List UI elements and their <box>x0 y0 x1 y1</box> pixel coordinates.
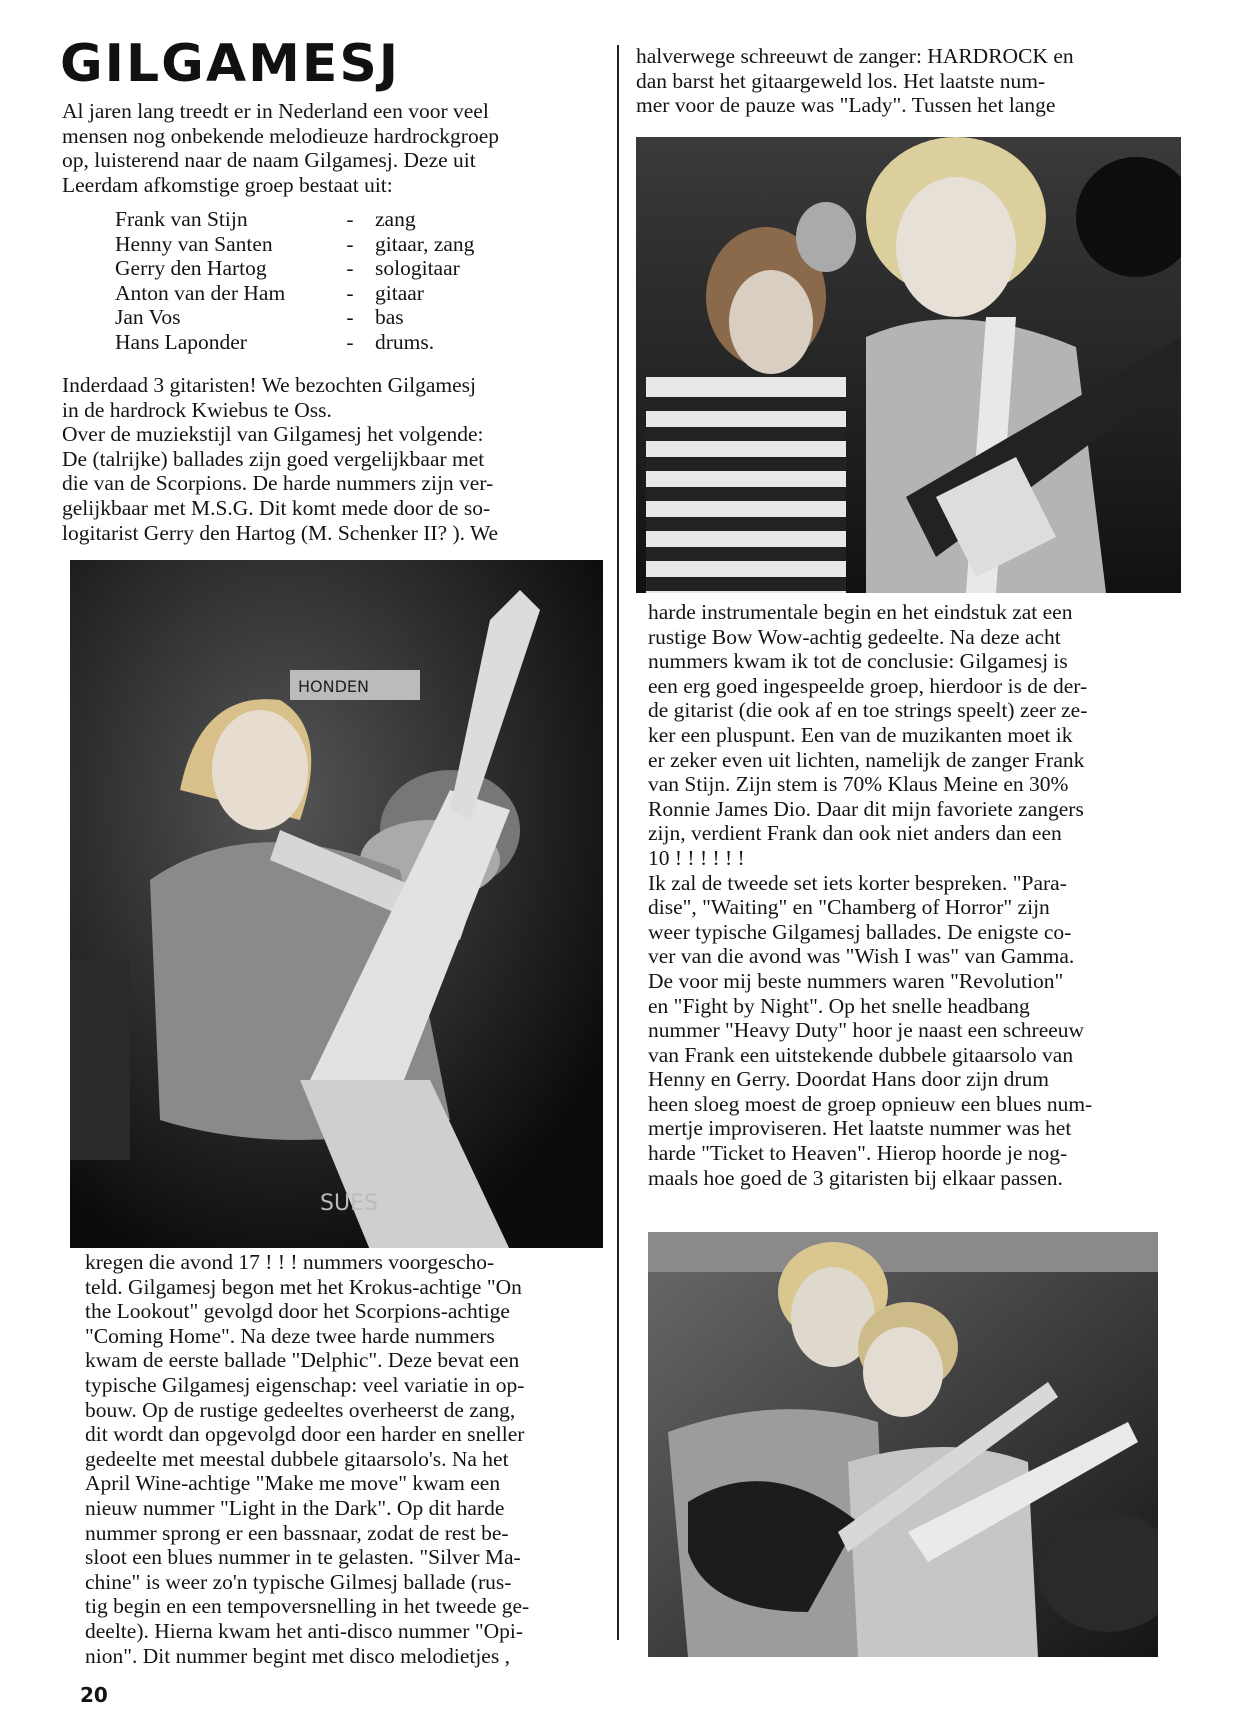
dash: - <box>346 305 354 330</box>
review-right-column: harde instrumentale begin en het eindstuk zat een rustige Bow Wow-achtig gedeelte. Na deze acht nummers kwam ik tot de conclusie: Gilgamesj is een erg goed ingespeelde groep, hierdoor is de der- de gitarist (die ook af en toe strings speelt) zeer ze- ker een pluspunt. Een van de muzikanten moet ik er zeker even uit lichten, namelijk de zanger Frank van Stijn. Zijn stem is 70% Klaus Meine en 30% Ronnie James Dio. Daar dit mijn favoriete zangers zijn, verdient Frank dan ook niet anders dan een 10 ! ! ! ! ! ! Ik zal de tweede set iets korter bespreken. "Para- dise", "Waiting" en "Chamberg of Horror" zijn weer typische Gilgamesj ballades. De enigste co- ver van die avond was "Wish I was" van Gamma. De voor mij beste nummers waren "Revolution" en "Fight by Night". Op het snelle headbang nummer "Heavy Duty" hoor je naast een schreeuw van Frank een uitstekende dubbele gitaarsolo van Henny en Gerry. Doordat Hans door zijn drum heen sloeg moest de groep opnieuw een blues num- mertje improviseren. Het laatste nummer was het harde "Ticket to Heaven". Hierop hoorde je nog- maals hoe goed de 3 gitaristen bij elkaar passen. <box>648 600 1093 1190</box>
photo-sign-top: HONDEN <box>298 677 369 696</box>
review-left-column: kregen die avond 17 ! ! ! nummers voorgescho- teld. Gilgamesj begon met het Krokus-achtige "On the Lookout" gevolgd door het Scorpions-achtige "Coming Home". Na deze twee harde nummers kwam de eerste ballade "Delphic". Deze bevat een typische Gilgamesj eigenschap: veel variatie in op- bouw. Op de rustige gedeeltes overheerst de zang, dit wordt dan opgevolgd door een harder en sneller gedeelte met meestal dubbele gitaarsolo's. Na het April Wine-achtige "Make me move" kwam een nieuw nummer "Light in the Dark". Op dit harde nummer sprong er een bassnaar, zodat de rest be- sloot een blues nummer in te gelasten. "Silver Ma- chine" is weer zo'n typische Gilmesj ballade (rus- tig begin en een tempoversnelling in het tweede ge- deelte). Hierna kwam het anti-disco nummer "Opi- nion". Dit nummer begint met disco melodietjes , <box>85 1250 530 1668</box>
member-name: Frank van Stijn <box>115 207 248 231</box>
lineup-row <box>115 281 535 306</box>
member-role: zang <box>375 207 416 231</box>
member-role: gitaar, zang <box>375 231 475 256</box>
review-right-top: halverwege schreeuwt de zanger: HARDROCK en dan barst het gitaargeweld los. Het laatste num- mer voor de pauze was "Lady". Tussen het lange <box>636 44 1074 118</box>
member-role: gitaar <box>375 280 424 305</box>
dash: - <box>346 256 354 281</box>
column-divider <box>617 45 619 1640</box>
striped-shirt <box>646 377 846 593</box>
lineup-row <box>115 305 535 330</box>
member-name: Jan Vos <box>115 305 181 330</box>
photo-guitarist-flying-v <box>70 560 603 1248</box>
lineup-row <box>115 207 535 232</box>
lineup-row <box>115 330 535 355</box>
band-lineup <box>115 207 535 355</box>
photo-singer-and-guitarist <box>636 137 1181 593</box>
member-name: Henny van Santen <box>115 231 273 256</box>
member-name: Hans Laponder <box>115 329 247 354</box>
lineup-row <box>115 232 535 257</box>
dash: - <box>346 231 354 256</box>
member-name: Gerry den Hartog <box>115 256 267 281</box>
dash: - <box>346 329 354 354</box>
member-name: Anton van der Ham <box>115 280 286 305</box>
dash: - <box>346 280 354 305</box>
member-role: drums. <box>375 329 435 354</box>
lineup-row <box>115 256 535 281</box>
member-role: bas <box>375 305 404 330</box>
member-role: sologitaar <box>375 256 460 281</box>
dash: - <box>346 207 354 231</box>
style-paragraph: Inderdaad 3 gitaristen! We bezochten Gilgamesj in de hardrock Kwiebus te Oss. Over de muziekstijl van Gilgamesj het volgende: De (talrijke) ballades zijn goed vergelijkbaar met die van de Scorpions. De harde nummers zijn ver- gelijkbaar met M.S.G. Dit komt mede door de so- logitarist Gerry den Hartog (M. Schenker II? ). We <box>62 373 499 545</box>
photo-two-guitarists <box>648 1232 1158 1657</box>
intro-paragraph: Al jaren lang treedt er in Nederland een voor veel mensen nog onbekende melodieuze hardrockgroep op, luisterend naar de naam Gilgamesj. Deze uit Leerdam afkomstige groep bestaat uit: <box>62 99 500 197</box>
article-title: GILGAMESJ <box>60 34 401 94</box>
page-number: 20 <box>80 1683 108 1707</box>
photo-sign-bottom: SUES <box>320 1191 378 1216</box>
